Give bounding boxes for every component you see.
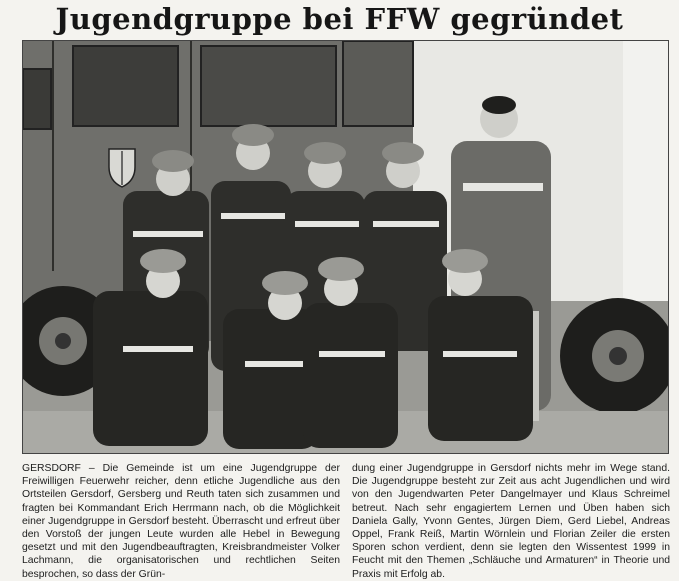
article-column-2 bbox=[352, 462, 670, 580]
article-paragraph: GERSDORF – Die Gemeinde ist um eine Jugendgruppe der Freiwilligen Feuerwehr reicher, denn etliche Jugendliche aus den Ortsteilen Gersdorf, Gersberg und Reuth taten sich zusammen und fragten bei Kommandant Erich Herrmann nach, ob die Möglichkeit einer Jugendgruppe in Gersdorf besteht. Überrascht und erfreut über den Vorstoß der jungen Leute wurden alle Hebel in Bewegung gesetzt und mit den Jugendbeauftragten, Kreisbrandmeister Volker Lachmann, die organisatorischen und rechtlichen Seiten besprochen, so dass der Grün- bbox=[22, 463, 340, 580]
article-body bbox=[22, 462, 670, 580]
article-column-1 bbox=[22, 462, 340, 580]
article-paragraph: dung einer Jugendgruppe in Gersdorf nichts mehr im Wege stand. Die Jugendgruppe besteht zur Zeit aus acht Jugendlichen und wird von den Jugendwarten Peter Dangelmayer und Klaus Schreimel betreut. Nach sehr engagiertem Lernen und Üben haben sich Daniela Gally, Yvonn Gentes, Jürgen Diem, Gerd Liebel, Andreas Oppel, Frank Reiß, Martin Wörnlein und Florian Zeiler die ersten Sporen schon verdient, denn sie legten den Wissentest 1999 in Feucht mit den Themen „Schläuche und Armaturen“ in Theorie und Praxis mit Erfolg ab. bbox=[352, 463, 670, 580]
truck-window bbox=[73, 46, 178, 126]
headline: Jugendgruppe bei FFW gegründet bbox=[55, 2, 624, 36]
group-photo bbox=[22, 40, 669, 454]
truck-window bbox=[201, 46, 336, 126]
